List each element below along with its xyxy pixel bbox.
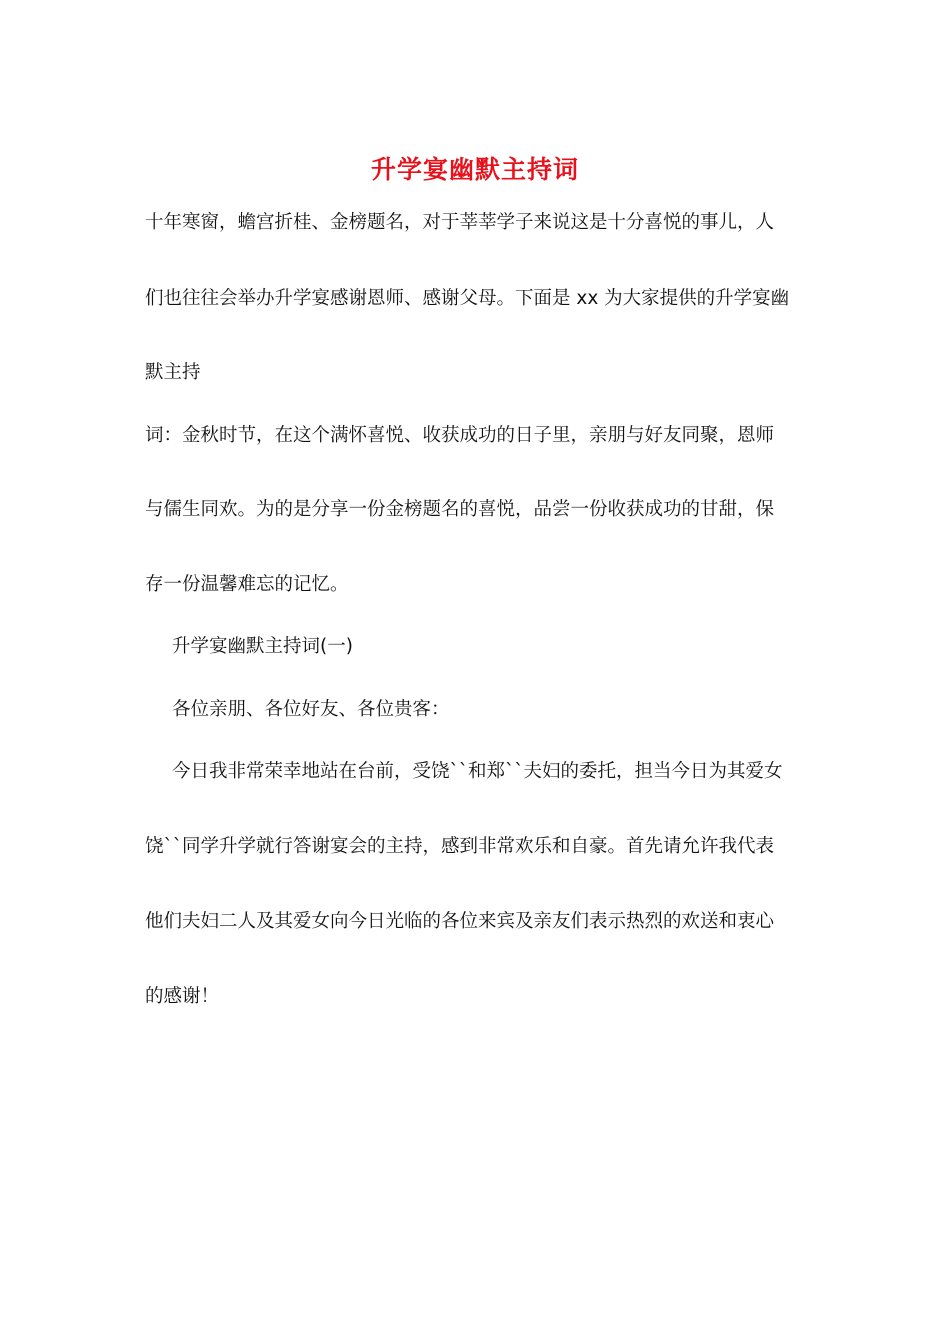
- section-heading: 升学宴幽默主持词(一): [172, 636, 353, 657]
- document-title: 升学宴幽默主持词: [370, 155, 579, 184]
- paragraph-line: 今日我非常荣幸地站在台前，受饶``和郑``夫妇的委托，担当今日为其爱女: [172, 761, 783, 782]
- paragraph-line: 饶``同学升学就行答谢宴会的主持，感到非常欢乐和自豪。首先请允许我代表: [145, 836, 775, 857]
- paragraph-line: 存一份温馨难忘的记忆。: [145, 574, 349, 595]
- paragraph-line: 的感谢！: [145, 986, 220, 1007]
- salutation-line: 各位亲朋、各位好友、各位贵客：: [172, 699, 450, 720]
- paragraph-line: 们也往往会举办升学宴感谢恩师、感谢父母。下面是 xx 为大家提供的升学宴幽: [145, 288, 790, 309]
- paragraph-line: 他们夫妇二人及其爱女向今日光临的各位来宾及亲友们表示热烈的欢送和衷心: [145, 911, 775, 932]
- paragraph-line: 十年寒窗，蟾宫折桂、金榜题名，对于莘莘学子来说这是十分喜悦的事儿，人: [145, 212, 775, 233]
- paragraph-line: 词：金秋时节，在这个满怀喜悦、收获成功的日子里，亲朋与好友同聚，恩师: [145, 425, 775, 446]
- paragraph-line: 与儒生同欢。为的是分享一份金榜题名的喜悦，品尝一份收获成功的甘甜，保: [145, 499, 775, 520]
- paragraph-line: 默主持: [145, 362, 201, 383]
